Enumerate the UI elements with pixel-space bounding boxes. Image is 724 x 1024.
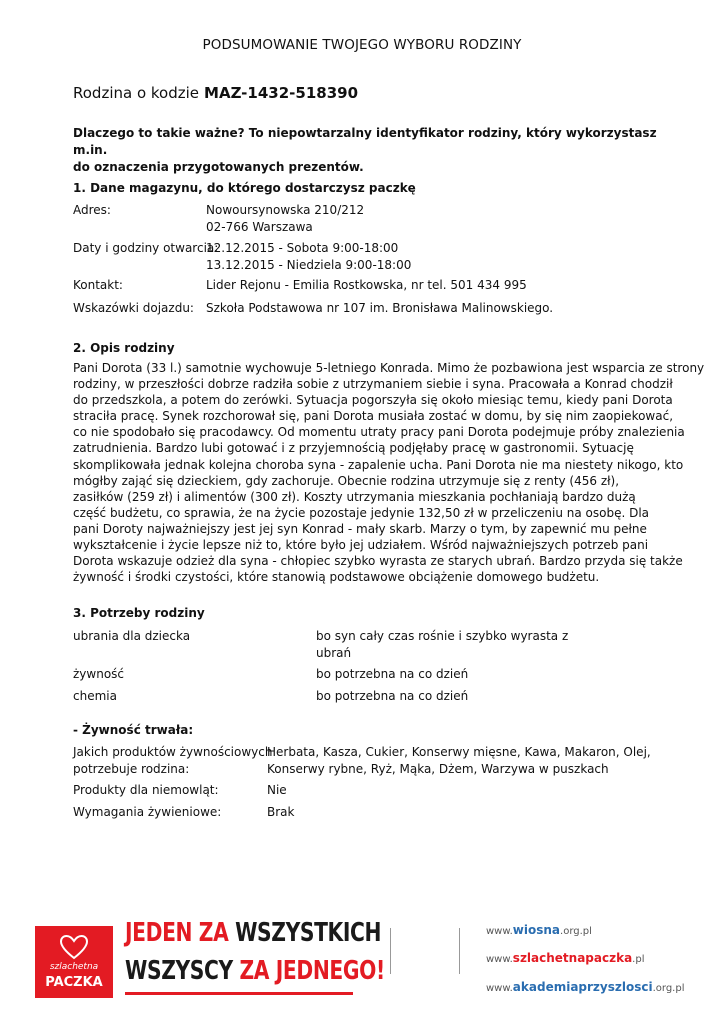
description-line: zatrudnienia. Bardzo lubi gotować i z przyjemnością podjęłaby pracę w gastronomii. Sytuację — [73, 441, 634, 456]
link-suffix: .pl — [632, 954, 645, 965]
link-suffix: .org.pl — [652, 983, 685, 994]
description-line: Pani Dorota (33 l.) samotnie wychowuje 5-letniego Konrada. Mimo że pozbawiona jest wsparcia ze strony — [73, 361, 705, 375]
logo-text-top: szlachetna — [49, 962, 99, 972]
slogan-line-1 — [125, 918, 381, 948]
section-heading-food: - Żywność trwała: — [73, 723, 194, 737]
page-title: PODSUMOWANIE TWOJEGO WYBORU RODZINY — [202, 37, 522, 53]
need-reason: bo syn cały czas rośnie i szybko wyrasta z — [316, 629, 569, 643]
footer — [0, 906, 724, 1024]
family-code-line — [73, 84, 358, 102]
address-label: Adres: — [73, 203, 111, 217]
description-line: co nie spodobało się pracodawcy. Od momentu utraty pracy pani Dorota podejmuje próby znalezienia — [73, 425, 685, 440]
link-akademiaprzyszlosci[interactable] — [486, 980, 684, 994]
need-item: chemia — [73, 689, 117, 703]
description-line: żywność i środki czystości, które stanowią podstawowe obciążenie domowego budżetu. — [73, 570, 600, 585]
need-reason: ubrań — [316, 646, 352, 660]
why-note — [73, 125, 663, 176]
description-line: skomplikowała jednak kolejna choroba syna - zapalenie ucha. Pani Dorota nie ma niestety nikogo, kto — [73, 457, 684, 472]
slogan-underline — [125, 992, 353, 995]
description-line: Dorota wskazuje odzież dla syna - chłopiec szybko wyrasta ze starych ubrań. Bardzo przyda się także — [73, 554, 683, 569]
description-line: pani Doroty najważniejszy jest jej syn Konrad - mały skarb. Marzy o tym, by zapewnić mu pełne — [73, 521, 647, 536]
link-wiosna[interactable] — [486, 923, 592, 937]
link-suffix: .org.pl — [560, 926, 592, 937]
description-line: mógłby zająć się dzieckiem, gdy zachoruje. Obecnie rodzina utrzymuje się z renty (456 zł), — [73, 473, 620, 488]
footer-divider — [390, 928, 391, 974]
szlachetna-paczka-logo — [35, 926, 113, 998]
slogan-part: JEDEN ZA — [125, 918, 236, 948]
infant-value: Nie — [267, 783, 287, 797]
hours-line: 13.12.2015 - Niedziela 9:00-18:00 — [206, 258, 412, 272]
directions-label: Wskazówki dojazdu: — [73, 301, 194, 315]
logo-text-bottom: PACZKA — [45, 975, 103, 990]
address-line: Nowoursynowska 210/212 — [206, 203, 365, 217]
need-item: ubrania dla dziecka — [73, 629, 191, 643]
link-prefix: www. — [486, 954, 513, 965]
footer-divider — [459, 928, 460, 974]
description-line: zasiłków (259 zł) i alimentów (300 zł). Koszty utrzymania mieszkania pochłaniają bardzo dużą — [73, 489, 636, 504]
link-name: szlachetnapaczka — [512, 951, 633, 965]
why-note-line: Dlaczego to takie ważne? To niepowtarzalny identyfikator rodziny, który wykorzystasz m.in. — [73, 126, 657, 157]
food-products-value: Konserwy rybne, Ryż, Mąka, Dżem, Warzywa w puszkach — [267, 762, 609, 776]
link-szlachetnapaczka[interactable] — [486, 951, 644, 965]
directions-value: Szkoła Podstawowa nr 107 im. Bronisława Malinowskiego. — [206, 301, 554, 315]
food-products-label: potrzebuje rodzina: — [73, 762, 190, 776]
hours-line: 12.12.2015 - Sobota 9:00-18:00 — [206, 241, 399, 255]
need-reason: bo potrzebna na co dzień — [316, 667, 469, 681]
need-reason: bo potrzebna na co dzień — [316, 689, 469, 703]
address-line: 02-766 Warszawa — [206, 220, 313, 234]
description-line: część budżetu, co sprawia, że na życie pozostaje jedynie 132,50 zł w przeliczeniu na osobę. Dla — [73, 505, 650, 520]
link-prefix: www. — [486, 926, 513, 937]
why-note-line: do oznaczenia przygotowanych prezentów. — [73, 160, 364, 174]
food-products-value: Herbata, Kasza, Cukier, Konserwy mięsne, Kawa, Makaron, Olej, — [267, 745, 651, 759]
link-prefix: www. — [486, 983, 513, 994]
description-line: wykształcenie i życie lepsze niż to, które było jej udziałem. Wśród najważniejszych potrzeb pani — [73, 538, 649, 553]
link-name: wiosna — [512, 923, 561, 937]
food-products-label: Jakich produktów żywnościowych — [73, 745, 273, 759]
slogan-line-2 — [125, 956, 385, 986]
contact-label: Kontakt: — [73, 278, 123, 292]
infant-label: Produkty dla niemowląt: — [73, 783, 219, 797]
description-line: straciła pracę. Synek rozchorował się, pani Dorota musiała zostać w domu, by się nim zaopiekować, — [73, 409, 674, 424]
link-name: akademiaprzyszlosci — [512, 980, 653, 994]
diet-value: Brak — [267, 805, 295, 819]
hours-label: Daty i godziny otwarcia: — [73, 241, 219, 255]
diet-label: Wymagania żywieniowe: — [73, 805, 222, 819]
description-line: rodziny, w przeszłości dobrze radziła sobie z utrzymaniem siebie i syna. Pracowała a Konrad chodził — [73, 377, 673, 392]
need-item: żywność — [73, 667, 125, 681]
slogan-part: WSZYSTKICH — [235, 918, 382, 948]
family-code-label: Rodzina o kodzie — [73, 84, 200, 102]
contact-value: Lider Rejonu - Emilia Rostkowska, nr tel. 501 434 995 — [206, 278, 527, 292]
heart-icon — [59, 934, 89, 960]
slogan-part: WSZYSCY — [125, 956, 240, 986]
family-code: MAZ-1432-518390 — [204, 84, 359, 102]
slogan-part: ZA JEDNEGO! — [239, 956, 385, 986]
section-heading-warehouse: 1. Dane magazynu, do którego dostarczysz paczkę — [73, 181, 416, 195]
family-description — [73, 360, 705, 585]
description-line: do przedszkola, a potem do zerówki. Sytuacja pogorszyła się około miesiąc temu, kiedy pani Dorota — [73, 393, 673, 408]
section-heading-description: 2. Opis rodziny — [73, 341, 175, 355]
section-heading-needs: 3. Potrzeby rodziny — [73, 606, 205, 620]
